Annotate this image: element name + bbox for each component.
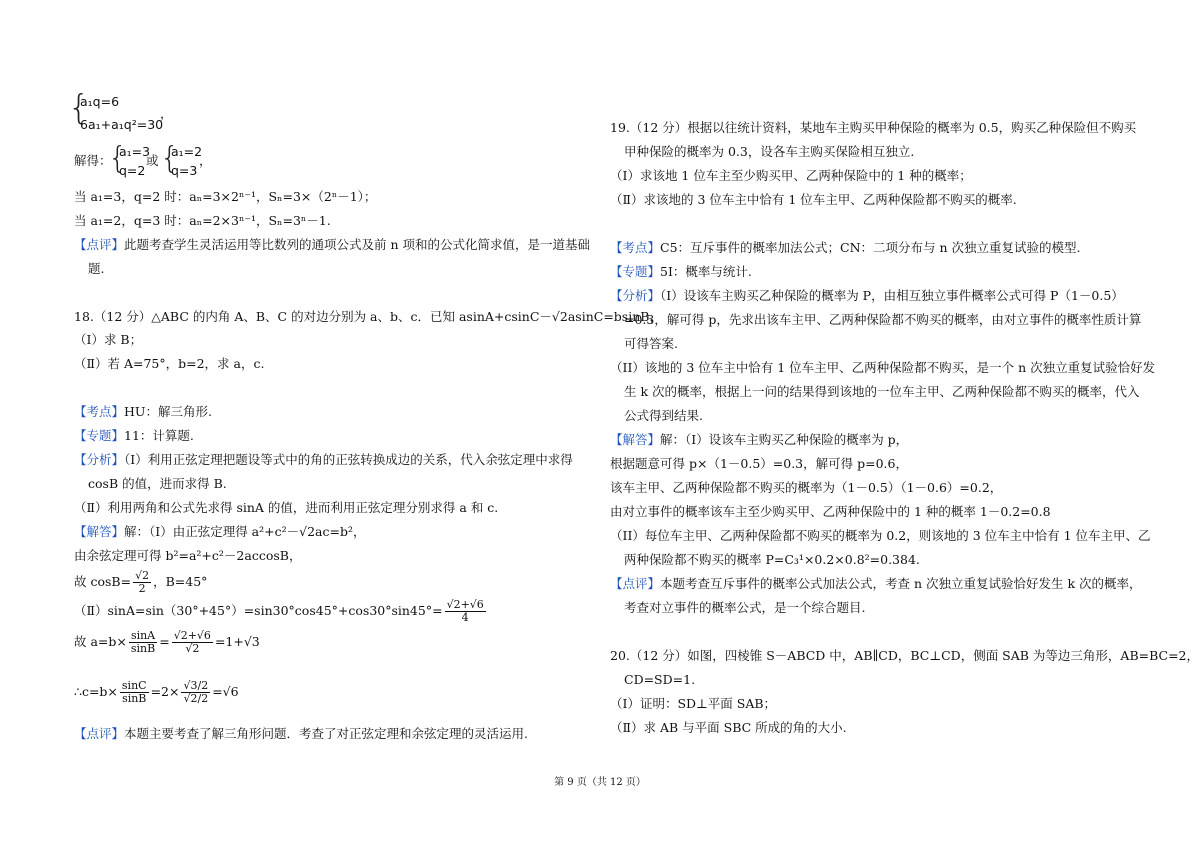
review-17-text: 此题考查学生灵活运用等比数列的通项公式及前 n 项和的公式化简求值，是一道基础 (124, 237, 591, 252)
topic-18-tag: 【专题】 (74, 428, 125, 443)
solution-19-line-5: （II）每位车主甲、乙两种保险都不购买的概率为 0.2，则该地的 3 位车主中恰有 1 位车主甲、乙 (610, 528, 1151, 543)
analysis-19-text-1: （I）设该车主购买乙种保险的概率为 P，由相互独立事件概率公式可得 P（1－0.5） (660, 288, 1124, 303)
solution-2-a: a₁=2 (171, 144, 203, 159)
b-value: ，B=45° (153, 574, 208, 589)
solution-18-line-4 (74, 599, 488, 624)
analysis-18-line-3: （Ⅱ）利用两角和公式先求得 sinA 的值，进而利用正弦定理分别求得 a 和 c. (74, 500, 499, 515)
a-ratio-numerator: sinA (129, 630, 157, 643)
solution-18-line-3 (74, 570, 207, 595)
review-17-line-1 (74, 237, 590, 253)
keypoint-18-text: HU：解三角形. (124, 404, 212, 419)
analysis-19-line-3: 可得答案. (624, 336, 678, 351)
c-ratio-fraction (120, 680, 149, 705)
c-value-numerator: √3/2 (183, 679, 209, 692)
review-19-text-1: 本题考查互斥事件的概率公式加法公式，考查 n 次独立重复试验恰好发生 k 次的概率， (660, 576, 1142, 591)
solve-label: 解得： (74, 153, 112, 168)
c-label: ∴c=b× (74, 684, 118, 699)
a-label: 故 a=b× (74, 634, 127, 649)
solution-or: 或 (146, 153, 159, 168)
c-result: =√6 (212, 684, 239, 699)
solution-18-line-1 (74, 524, 365, 540)
system-equation-1: a₁q=6 (80, 94, 120, 109)
keypoint-19 (610, 240, 1081, 256)
question-18-line-1: 18.（12 分）△ABC 的内角 A、B、C 的对边分别为 a、b、c．已知 asinA+csinC－√2asinC=bsinB， (74, 309, 662, 324)
keypoint-19-text: C5：互斥事件的概率加法公式；CN：二项分布与 n 次独立重复试验的模型. (660, 240, 1081, 255)
question-19-part-2: （Ⅱ）求该地的 3 位车主中恰有 1 位车主甲、乙两种保险都不购买的概率. (610, 192, 1017, 207)
cosb-numerator: √2 (135, 569, 150, 582)
sina-expansion: （Ⅱ）sinA=sin（30°+45°）=sin30°cos45°+cos30°sin45°= (74, 603, 443, 618)
question-19-line-2: 甲种保险的概率为 0.3，设各车主购买保险相互独立. (624, 144, 915, 159)
topic-18 (74, 428, 194, 444)
page-footer: 第 9 页（共 12 页） (554, 777, 646, 788)
a-ratio-fraction (129, 630, 157, 655)
system-equation-2: 6a₁+a₁q²=30 (80, 117, 164, 132)
question-20-line-2: CD=SD=1. (624, 672, 696, 687)
review-19-tag: 【点评】 (610, 576, 661, 591)
question-19-part-1: （Ⅰ）求该地 1 位车主至少购买甲、乙两种保险中的 1 种的概率； (610, 168, 972, 183)
analysis-19-line-2: =0.3，解可得 p，先求出该车主甲、乙两种保险都不购买的概率，由对立事件的概率性质计算 (624, 312, 1142, 327)
solution-19-tag: 【解答】 (610, 432, 661, 447)
analysis-18-line-1 (74, 452, 573, 468)
analysis-18-text-1: （Ⅰ）利用正弦定理把题设等式中的角的正弦转换成边的关系，代入余弦定理中求得 (124, 452, 573, 467)
cosb-denominator: 2 (138, 582, 146, 595)
a-equals: = (159, 634, 170, 649)
solution-18-line-5 (74, 630, 260, 655)
system-comma: ， (160, 106, 173, 121)
solution-19-line-4: 由对立事件的概率该车主至少购买甲、乙两种保险中的 1 种的概率 1－0.2=0.8 (610, 504, 1051, 519)
solution-19-line-1 (610, 432, 908, 448)
sina-fraction (445, 599, 486, 624)
analysis-19-line-6: 公式得到结果. (624, 408, 703, 423)
cosb-label: 故 cosB= (74, 574, 132, 589)
keypoint-19-tag: 【考点】 (610, 240, 661, 255)
analysis-18-tag: 【分析】 (74, 452, 125, 467)
solution-1-b: q=2 (119, 163, 146, 178)
review-17-line-2: 题. (88, 261, 105, 276)
solution-18-line-6 (74, 680, 239, 705)
solution-end: ， (199, 153, 212, 168)
review-19-line-2: 考查对立事件的概率公式，是一个综合题目. (624, 600, 866, 615)
a-value-fraction (172, 630, 213, 655)
sina-denominator: 4 (461, 611, 469, 624)
solution-18-tag: 【解答】 (74, 524, 125, 539)
keypoint-18 (74, 404, 212, 420)
solution-brace-1: { (108, 141, 128, 176)
cosb-fraction (133, 570, 151, 595)
topic-19-text: 5I：概率与统计. (660, 264, 752, 279)
solution-19-line-2: 根据题意可得 p×（1－0.5）=0.3，解可得 p=0.6， (610, 456, 908, 471)
solution-1-a: a₁=3 (119, 144, 151, 159)
c-value-denominator: √2/2 (183, 692, 209, 705)
topic-19-tag: 【专题】 (610, 264, 661, 279)
solution-18-text-1: 解：（Ⅰ）由正弦定理得 a²+c²－√2ac=b²， (124, 524, 366, 539)
c-multiplier: =2× (150, 684, 180, 699)
a-value-numerator: √2+√6 (173, 629, 211, 642)
a-ratio-denominator: sinB (130, 642, 156, 655)
question-18-part-1: （Ⅰ）求 B； (74, 332, 143, 347)
review-17-tag: 【点评】 (74, 237, 125, 252)
keypoint-18-tag: 【考点】 (74, 404, 125, 419)
review-18-text: 本题主要考查了解三角形问题．考查了对正弦定理和余弦定理的灵活运用. (124, 726, 528, 741)
analysis-19-line-4: （II）该地的 3 位车主中恰有 1 位车主甲、乙两种保险都不购买，是一个 n 次独立重复试验恰好发 (610, 360, 1156, 375)
topic-18-text: 11：计算题. (124, 428, 194, 443)
solution-18-line-2: 由余弦定理可得 b²=a²+c²－2accosB， (74, 548, 302, 563)
c-ratio-denominator: sinB (122, 692, 147, 705)
question-18-part-2: （Ⅱ）若 A=75°，b=2，求 a，c. (74, 356, 265, 371)
review-19-line-1 (610, 576, 1142, 592)
topic-19 (610, 264, 752, 280)
c-ratio-numerator: sinC (121, 679, 147, 692)
solution-2-b: q=3 (171, 163, 198, 178)
question-20-part-2: （Ⅱ）求 AB 与平面 SBC 所成的角的大小. (610, 720, 847, 735)
case-2: 当 a₁=2，q=3 时：aₙ=2×3ⁿ⁻¹，Sₙ=3ⁿ－1. (74, 213, 331, 228)
solution-19-text-1: 解：（I）设该车主购买乙种保险的概率为 p， (660, 432, 909, 447)
review-18 (74, 726, 528, 742)
analysis-18-line-2: cosB 的值，进而求得 B. (88, 476, 227, 491)
solution-19-line-3: 该车主甲、乙两种保险都不购买的概率为（1－0.5）（1－0.6）=0.2， (610, 480, 1003, 495)
solution-19-line-6: 两种保险都不购买的概率 P=C₃¹×0.2×0.8²=0.384. (624, 552, 920, 567)
question-19-line-1: 19.（12 分）根据以往统计资料，某地车主购买甲种保险的概率为 0.5，购买乙种保险但不购买 (610, 120, 1137, 135)
question-20-line-1: 20.（12 分）如图，四棱锥 S－ABCD 中，AB∥CD，BC⊥CD，侧面 SAB 为等边三角形，AB=BC=2， (610, 648, 1200, 663)
question-20-part-1: （Ⅰ）证明：SD⊥平面 SAB； (610, 696, 777, 711)
analysis-19-line-1 (610, 288, 1124, 304)
a-result: =1+√3 (214, 634, 260, 649)
review-18-tag: 【点评】 (74, 726, 125, 741)
solution-brace-2: { (160, 141, 180, 176)
analysis-19-tag: 【分析】 (610, 288, 661, 303)
a-value-denominator: √2 (185, 642, 200, 655)
c-value-fraction (181, 680, 210, 705)
analysis-19-line-5: 生 k 次的概率，根据上一问的结果得到该地的一位车主甲、乙两种保险都不购买的概率，代入 (624, 384, 1140, 399)
case-1: 当 a₁=3，q=2 时：aₙ=3×2ⁿ⁻¹，Sₙ=3×（2ⁿ－1）； (74, 189, 377, 204)
sina-numerator: √2+√6 (446, 598, 484, 611)
system-brace: { (68, 88, 90, 128)
